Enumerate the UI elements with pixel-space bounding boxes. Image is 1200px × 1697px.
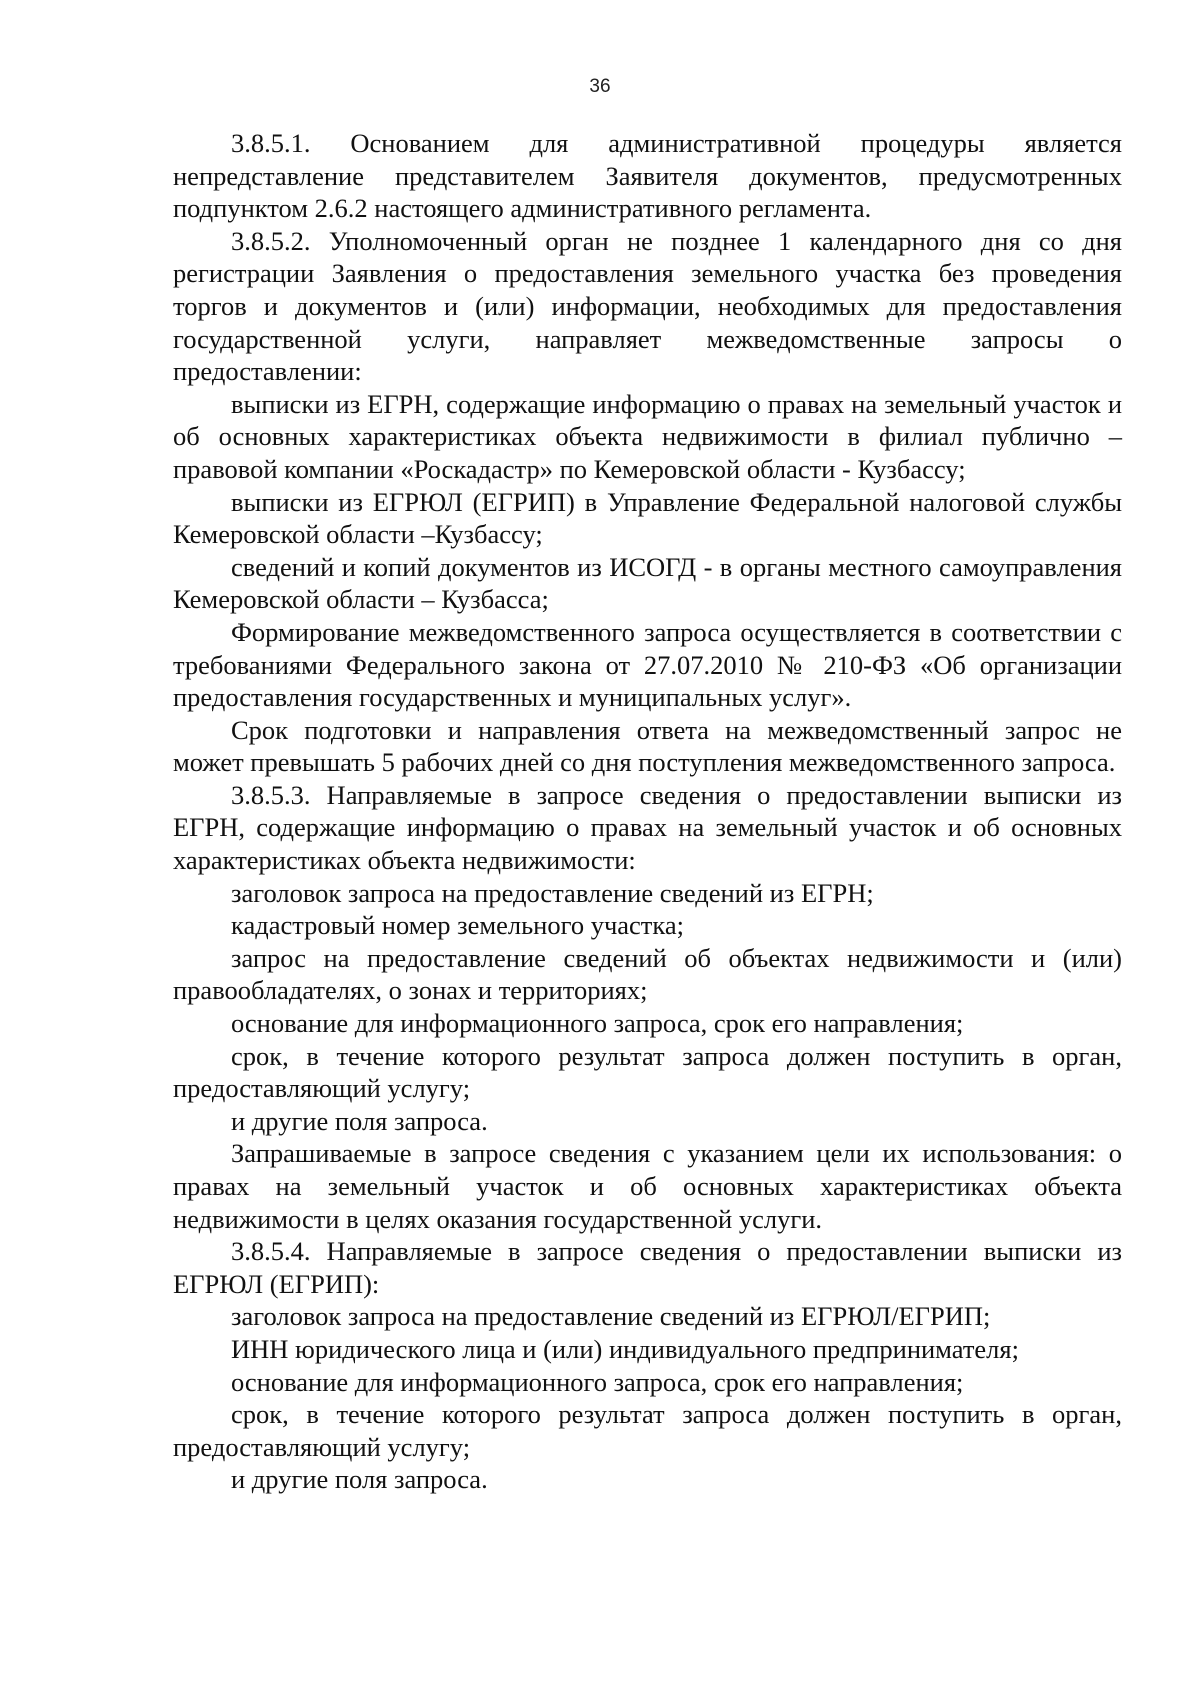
page-number: 36 — [589, 76, 611, 97]
list-item: запрос на предоставление сведений об объектах недвижимости и (или) правообладателях, о зонах и территориях; — [173, 942, 1122, 1006]
list-item: выписки из ЕГРЮЛ (ЕГРИП) в Управление Федеральной налоговой службы Кемеровской области –Кузбассу; — [173, 486, 1122, 550]
list-item: основание для информационного запроса, срок его направления; — [231, 1008, 964, 1039]
list-item: выписки из ЕГРН, содержащие информацию о правах на земельный участок и об основных характеристиках объекта недвижимости в филиал публично – правовой компании «Роскадастр» по Кемеровской области - Кузбассу; — [173, 388, 1122, 484]
list-item: сведений и копий документов из ИСОГД - в органы местного самоуправления Кемеровской области – Кузбасса; — [173, 551, 1122, 615]
paragraph-3-8-5-4: 3.8.5.4. Направляемые в запросе сведения о предоставлении выписки из ЕГРЮЛ (ЕГРИП): — [173, 1236, 1122, 1299]
list-item: заголовок запроса на предоставление сведений из ЕГРН; — [231, 877, 874, 908]
list-item: ИНН юридического лица и (или) индивидуального предпринимателя; — [231, 1333, 1019, 1364]
list-item: основание для информационного запроса, срок его направления; — [231, 1366, 964, 1397]
list-item: срок, в течение которого результат запроса должен поступить в орган, предоставляющий услугу; — [173, 1399, 1122, 1462]
paragraph-3-8-5-1: 3.8.5.1. Основанием для административной процедуры является непредставление представителем Заявителя документов, предусмотренных подпунктом 2.6.2 настоящего административного регламента. — [173, 128, 1122, 224]
paragraph-response-deadline: Срок подготовки и направления ответа на межведомственный запрос не может превышать 5 рабочих дней со дня поступления межведомственного запроса. — [173, 714, 1122, 778]
paragraph-requested-info: Запрашиваемые в запросе сведения с указанием цели их использования: о правах на земельный участок и об основных характеристиках объекта недвижимости в целях оказания государственной услуги. — [173, 1138, 1122, 1234]
list-item: заголовок запроса на предоставление сведений из ЕГРЮЛ/ЕГРИП; — [231, 1301, 991, 1332]
paragraph-3-8-5-2: 3.8.5.2. Уполномоченный орган не позднее 1 календарного дня со дня регистрации Заявления о предоставления земельного участка без проведения торгов и документов и (или) информации, необходимых для предоставления государственной услуги, направляет межведомственные запросы о предоставлении: — [173, 225, 1122, 387]
list-item: срок, в течение которого результат запроса должен поступить в орган, предоставляющий услугу; — [173, 1040, 1122, 1104]
paragraph-request-formation: Формирование межведомственного запроса осуществляется в соответствии с требованиями Федерального закона от 27.07.2010 № 210-ФЗ «Об организации предоставления государственных и муниципальных услуг». — [173, 616, 1122, 713]
paragraph-3-8-5-3: 3.8.5.3. Направляемые в запросе сведения о предоставлении выписки из ЕГРН, содержащие информацию о правах на земельный участок и об основных характеристиках объекта недвижимости: — [173, 779, 1122, 876]
list-item: кадастровый номер земельного участка; — [231, 910, 684, 941]
list-item: и другие поля запроса. — [231, 1464, 488, 1495]
document-body — [173, 127, 1122, 1496]
list-item: и другие поля запроса. — [231, 1105, 488, 1136]
